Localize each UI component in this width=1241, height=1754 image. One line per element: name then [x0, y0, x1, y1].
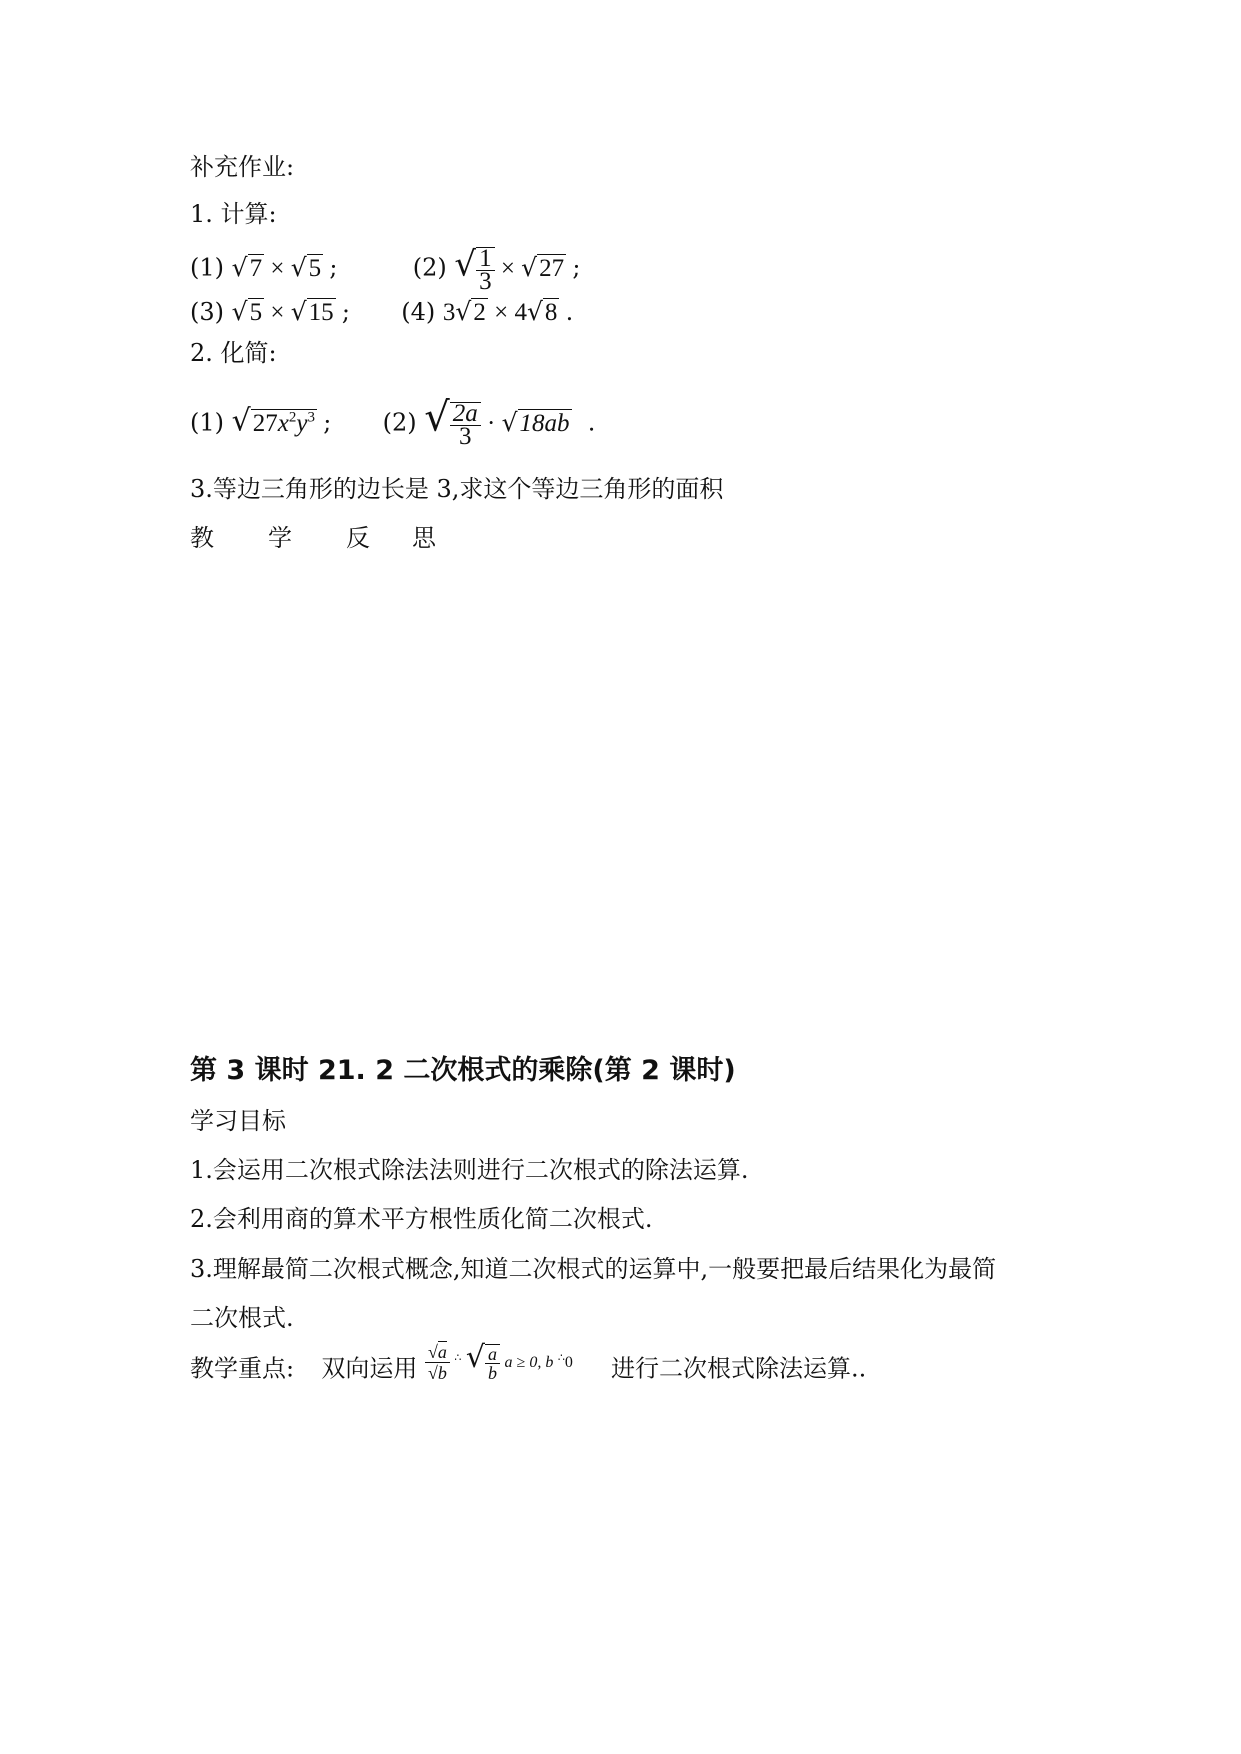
q1-p3-expr: √5 × √15	[231, 297, 334, 326]
goal-2: 2.会利用商的算术平方根性质化简二次根式.	[190, 1205, 653, 1233]
question-3: 3.等边三角形的边长是 3,求这个等边三角形的面积	[190, 475, 724, 503]
sqrt-27: √27	[521, 252, 565, 282]
goal-1: 1.会运用二次根式除法法则进行二次根式的除法运算.	[190, 1156, 749, 1184]
question-1-row-1: (1) √7 × √5 ; (2) √ $\frac{1}{3}$ × √27 ;	[190, 244, 581, 295]
q1-p1-expr: √7 × √5	[231, 252, 322, 282]
sqrt-fraction: √ $\frac{1}{3}$	[454, 247, 494, 293]
sqrt-27x2y3: $√27x^2y^3$	[231, 403, 315, 439]
key-point-pre: 双向运用	[321, 1354, 418, 1383]
q2-p1-expr	[231, 403, 324, 439]
sqrt-8: √8	[526, 297, 558, 326]
q1-p2-label: (2)	[412, 253, 447, 282]
q2-p2-label: (2)	[382, 408, 417, 437]
q1-p3-label: (3)	[190, 298, 224, 326]
question-2-row: (1) $√27x^2y^3$ ; (2) √ $\frac{2a}{3}$ · √18ab .	[190, 394, 596, 450]
question-1-label: 1. 计算:	[190, 200, 277, 228]
sqrt-5: √5	[231, 297, 263, 326]
question-1-row-2: (3) √5 × √15 ; (4) 3√2 × 4√8 .	[190, 297, 574, 326]
key-point-formula: √a √b ∴ √ a b a ≥ 0, b ∴0	[425, 1351, 577, 1371]
q1-p2-expr: √ $\frac{1}{3}$ × √27	[454, 244, 565, 295]
reflection-char-3: 反	[346, 524, 370, 552]
teaching-key-point	[190, 1339, 867, 1393]
sqrt-5: √5	[290, 252, 322, 282]
goal-3-continued: 二次根式.	[190, 1304, 294, 1332]
learning-goals-title: 学习目标	[190, 1107, 286, 1135]
reflection-char-1: 教	[190, 524, 214, 552]
q1-p4-expr: 3√2 × 4√8	[442, 297, 558, 326]
sqrt-18ab: √18ab	[501, 407, 570, 437]
supplementary-homework-title: 补充作业:	[190, 153, 295, 181]
sqrt-2a-over-3: √ $\frac{2a}{3}$	[424, 402, 481, 448]
sqrt-7: √7	[231, 252, 263, 282]
key-point-label: 教学重点:	[190, 1354, 295, 1383]
reflection-char-2: 学	[268, 524, 292, 552]
q2-p2-expr: √ $\frac{2a}{3}$ · √18ab	[424, 394, 570, 450]
question-2-label: 2. 化简:	[190, 339, 277, 367]
q1-p4-label: (4)	[401, 298, 436, 326]
q1-p1-label: (1)	[190, 253, 224, 282]
sqrt-2: √2	[455, 297, 486, 326]
teaching-reflection	[190, 523, 436, 553]
key-point-post: 进行二次根式除法运算..	[610, 1354, 867, 1383]
lesson-heading: 第 3 课时 21. 2 二次根式的乘除(第 2 课时)	[190, 1055, 736, 1086]
q2-p1-label: (1)	[190, 408, 224, 437]
reflection-char-4: 思	[412, 524, 436, 552]
goal-3: 3.理解最简二次根式概念,知道二次根式的运算中,一般要把最后结果化为最简	[190, 1255, 997, 1283]
sqrt-15: √15	[290, 297, 334, 326]
